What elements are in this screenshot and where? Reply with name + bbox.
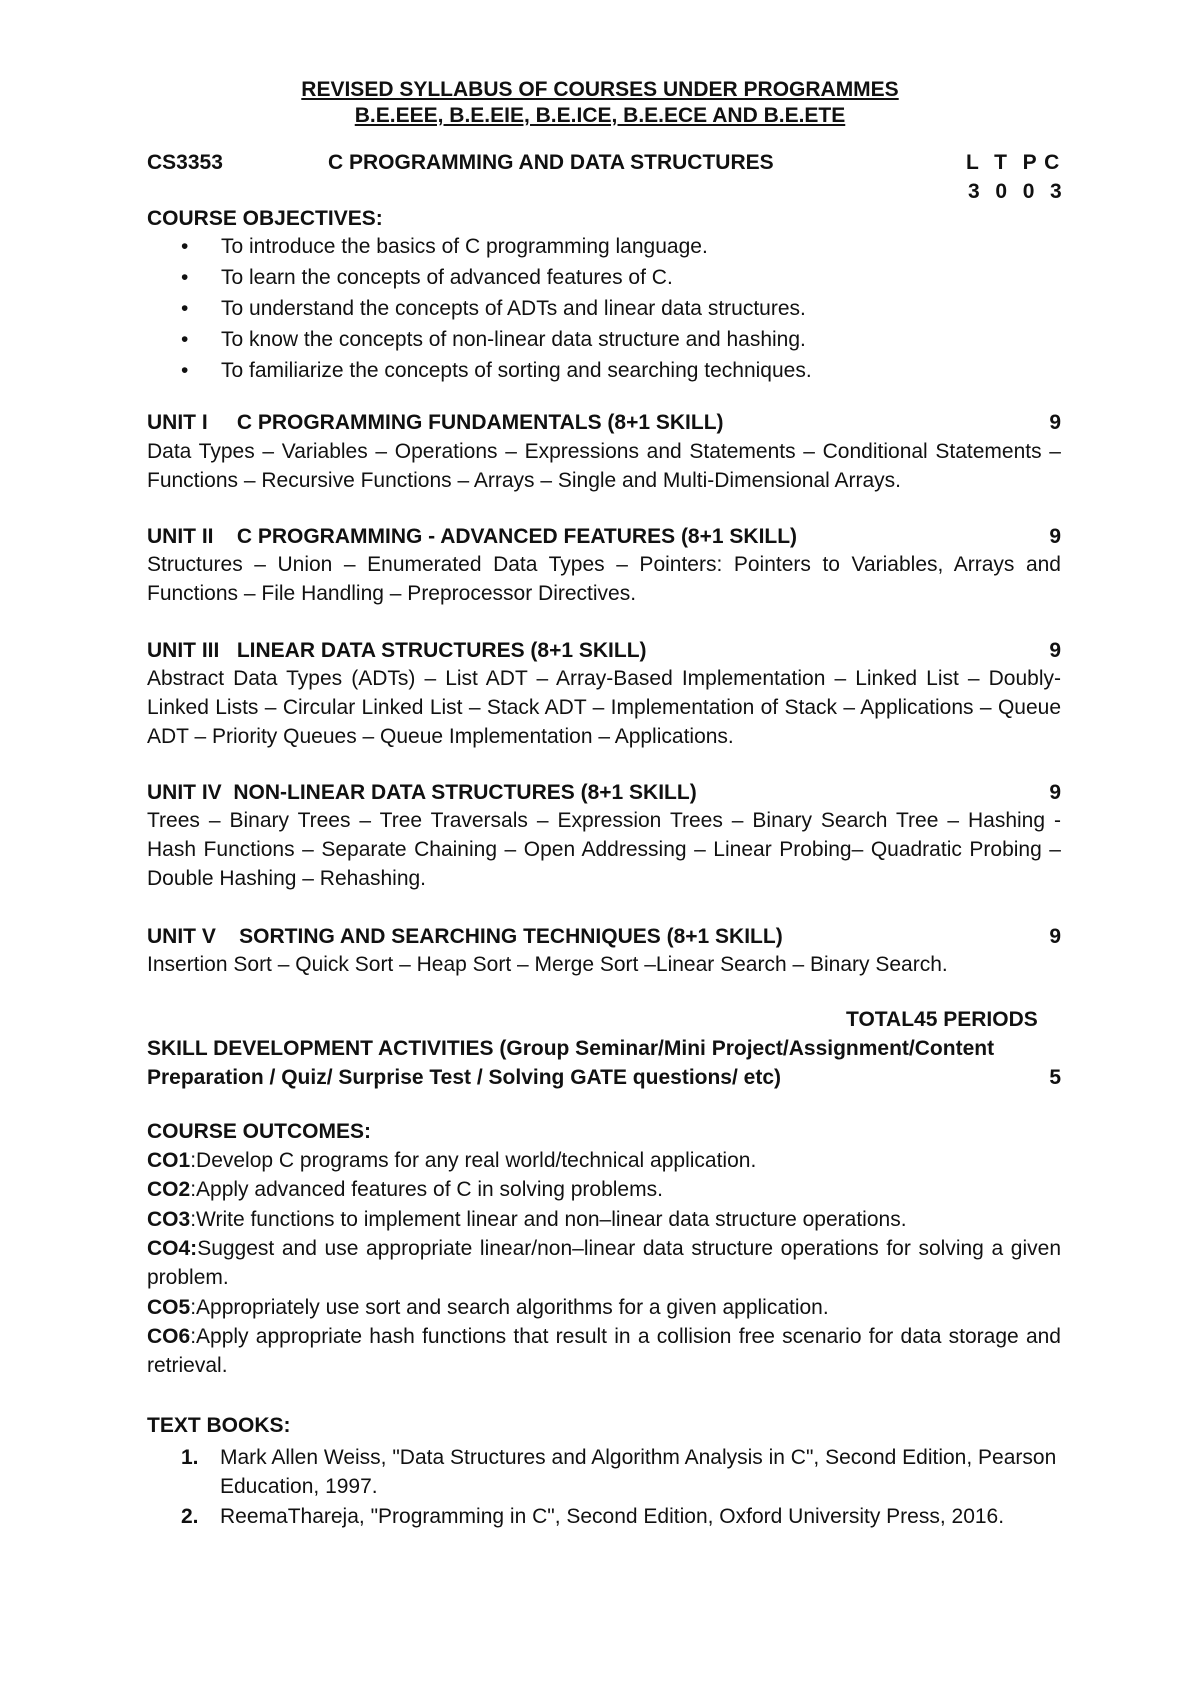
objectives-list — [147, 231, 812, 386]
unit-5-hours: 9 — [1049, 925, 1061, 948]
ltpc-label: L T P C — [966, 151, 1060, 174]
outcome-item: CO6:Apply appropriate hash functions that result in a collision free scenario for data storage and retrieval. — [147, 1325, 1061, 1377]
outcome-item: CO5:Appropriately use sort and search algorithms for a given application. — [147, 1296, 829, 1319]
textbook-item: 1. Mark Allen Weiss, "Data Structures and Algorithm Analysis in C", Second Edition, Pearson Education, 1997. — [181, 1446, 1068, 1498]
bullet-icon: • — [181, 328, 189, 351]
total-periods: TOTAL45 PERIODS — [846, 1008, 1038, 1031]
unit-3-hours: 9 — [1049, 639, 1061, 662]
unit-5-heading: UNIT V SORTING AND SEARCHING TECHNIQUES (8+1 SKILL) 9 — [147, 922, 1061, 951]
outcome-item: CO1:Develop C programs for any real world/technical application. — [147, 1149, 757, 1172]
textbooks-heading: TEXT BOOKS: — [147, 1414, 291, 1437]
unit-2-hours: 9 — [1049, 525, 1061, 548]
objective-item: • To know the concepts of non-linear data structure and hashing. — [147, 324, 812, 355]
bullet-icon: • — [181, 359, 189, 382]
skill-line-2: Preparation / Quiz/ Surprise Test / Solving GATE questions/ etc) 5 — [147, 1063, 1061, 1092]
skill-hours: 5 — [1049, 1066, 1061, 1089]
unit-2-content: Structures – Union – Enumerated Data Types – Pointers: Pointers to Variables, Arrays and Functions – File Handling – Preprocessor Directives. — [147, 553, 1061, 605]
document-title-line1: REVISED SYLLABUS OF COURSES UNDER PROGRAMMES — [301, 78, 899, 101]
ltpc-values: 3 0 0 3 — [968, 180, 1062, 203]
objective-item: • To introduce the basics of C programming language. — [147, 231, 812, 262]
objective-item: • To familiarize the concepts of sorting and searching techniques. — [147, 355, 812, 386]
objective-item: • To learn the concepts of advanced features of C. — [147, 262, 812, 293]
objective-item: • To understand the concepts of ADTs and linear data structures. — [147, 293, 812, 324]
unit-1-content: Data Types – Variables – Operations – Expressions and Statements – Conditional Statements – Functions – Recursive Functions – Arrays – Single and Multi-Dimensional Arrays. — [147, 440, 1061, 492]
bullet-icon: • — [181, 297, 189, 320]
unit-4-content: Trees – Binary Trees – Tree Traversals – Expression Trees – Binary Search Tree – Hashing - Hash Functions – Separate Chaining – Open Addressing – Linear Probing– Quadratic Probing – Double Hashing – Rehashing. — [147, 809, 1061, 890]
skill-line-1: SKILL DEVELOPMENT ACTIVITIES (Group Seminar/Mini Project/Assignment/Content — [147, 1037, 995, 1060]
unit-3-content: Abstract Data Types (ADTs) – List ADT – Array-Based Implementation – Linked List – Doubly-Linked Lists – Circular Linked List – Stack ADT – Implementation of Stack – Applications – Queue ADT – Priority Queues – Queue Implementation – Applications. — [147, 667, 1061, 748]
course-name: C PROGRAMMING AND DATA STRUCTURES — [328, 151, 774, 174]
bullet-icon: • — [181, 235, 189, 258]
unit-4-hours: 9 — [1049, 781, 1061, 804]
skill-development — [147, 1034, 1061, 1092]
unit-1-hours: 9 — [1049, 411, 1061, 434]
outcome-item: CO2:Apply advanced features of C in solving problems. — [147, 1178, 663, 1201]
textbooks-list — [147, 1443, 1068, 1532]
bullet-icon: • — [181, 266, 189, 289]
textbook-item: 2. ReemaThareja, "Programming in C", Second Edition, Oxford University Press, 2016. — [181, 1505, 1005, 1528]
unit-1-heading: UNIT I C PROGRAMMING FUNDAMENTALS (8+1 SKILL) 9 — [147, 408, 1061, 437]
unit-5-content: Insertion Sort – Quick Sort – Heap Sort – Merge Sort –Linear Search – Binary Search. — [147, 953, 948, 976]
outcome-item: CO3:Write functions to implement linear and non–linear data structure operations. — [147, 1208, 907, 1231]
document-title-line2: B.E.EEE, B.E.EIE, B.E.ICE, B.E.ECE AND B.E.ETE — [354, 104, 846, 127]
outcomes-heading: COURSE OUTCOMES: — [147, 1120, 372, 1143]
course-code: CS3353 — [147, 151, 223, 174]
unit-4-heading: UNIT IV NON-LINEAR DATA STRUCTURES (8+1 SKILL) 9 — [147, 778, 1061, 807]
outcome-item: CO4:Suggest and use appropriate linear/non–linear data structure operations for solving a given problem. — [147, 1237, 1061, 1289]
unit-3-heading: UNIT III LINEAR DATA STRUCTURES (8+1 SKILL) 9 — [147, 636, 1061, 665]
unit-2-heading: UNIT II C PROGRAMMING - ADVANCED FEATURES (8+1 SKILL) 9 — [147, 522, 1061, 551]
objectives-heading: COURSE OBJECTIVES: — [147, 207, 383, 230]
